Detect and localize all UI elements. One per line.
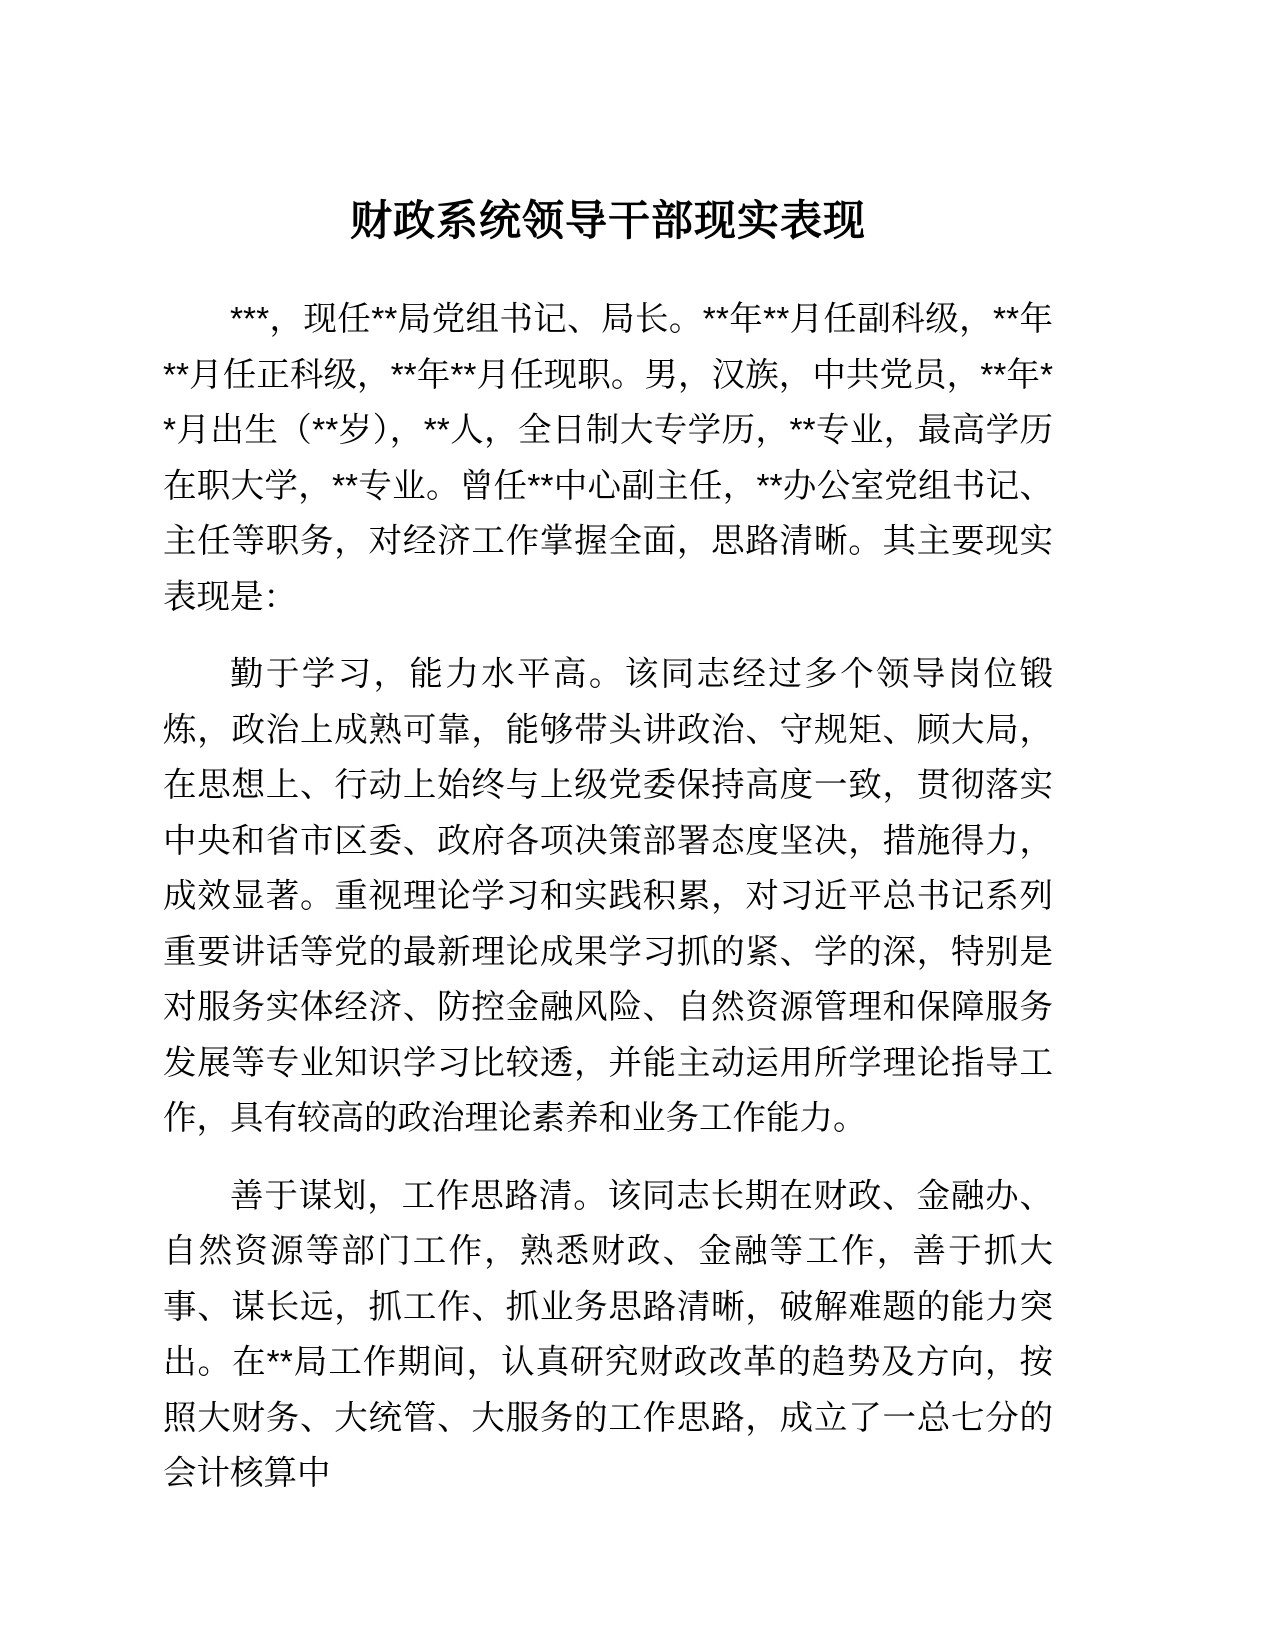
paragraph-spacer [163, 625, 1053, 647]
paragraph-diligent-study: 勤于学习，能力水平高。该同志经过多个领导岗位锻炼，政治上成熟可靠，能够带头讲政治、守规矩、顾大局，在思想上、行动上始终与上级党委保持高度一致，贯彻落实中央和省市区委、政府各项决策部署态度坚决，措施得力，成效显著。重视理论学习和实践积累，对习近平总书记系列重要讲话等党的最新理论成果学习抓的紧、学的深，特别是对服务实体经济、防控金融风险、自然资源管理和保障服务发展等专业知识学习比较透，并能主动运用所学理论指导工作，具有较高的政治理论素养和业务工作能力。 [163, 656, 1053, 1138]
paragraph-spacer [163, 1147, 1053, 1169]
document-body [163, 0, 1053, 1502]
paragraph-good-planning: 善于谋划，工作思路清。该同志长期在财政、金融办、自然资源等部门工作，熟悉财政、金融等工作，善于抓大事、谋长远，抓工作、抓业务思路清晰，破解难题的能力突出。在**局工作期间，认真研究财政改革的趋势及方向，按照大财务、大统管、大服务的工作思路，成立了一总七分的会计核算中 [163, 1177, 1053, 1493]
paragraph-intro: ***，现任**局党组书记、局长。**年**月任副科级，**年**月任正科级，**年**月任现职。男，汉族，中共党员，**年**月出生（**岁），**人，全日制大专学历，**专业，最高学历在职大学，**专业。曾任**中心副主任，**办公室党组书记、主任等职务，对经济工作掌握全面，思路清晰。其主要现实表现是： [163, 301, 1053, 616]
page-title: 财政系统领导干部现实表现 [349, 197, 866, 244]
